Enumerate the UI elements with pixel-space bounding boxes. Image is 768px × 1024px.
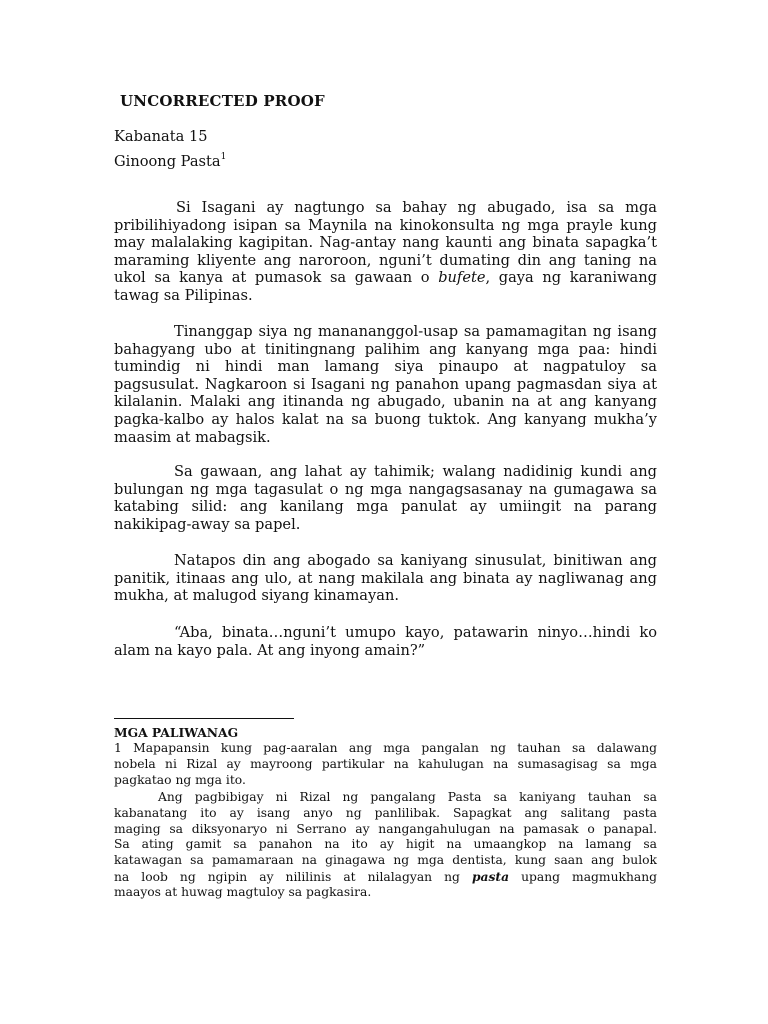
paragraph-3: [114, 463, 657, 533]
paragraph-line: may malalaking kagipitan. Nag-antay nang kaunti ang binata sapagka’t: [114, 234, 657, 252]
footnote-1: [114, 741, 657, 788]
paragraph-line: Si Isagani ay nagtungo sa bahay ng abugado, isa sa mga: [176, 199, 657, 216]
paragraph-line: “Aba, binata…nguni’t umupo kayo, patawarin ninyo…hindi ko: [174, 624, 657, 641]
note-line: [114, 869, 657, 885]
note-line: kabanatang ito ay isang anyo ng panlilibak. Sapagkat ang salitang pasta: [114, 805, 657, 820]
paragraph-line: pagsusulat. Nagkaroon si Isagani ng panahon upang pagmasdan siya at: [114, 375, 657, 393]
paragraph-5: [114, 624, 657, 659]
paragraph-line: katabing silid: ang kanilang mga panulat ay umiingit na parang: [114, 498, 657, 516]
paragraph-line: pribilihiyadong isipan sa Maynila na kinokonsulta ng mga prayle kung: [114, 216, 657, 234]
line-text: ukol sa kanya at pumasok sa gawaan o: [114, 269, 439, 287]
bold-italic-word: pasta: [471, 868, 510, 884]
note-line: maging sa diksyonaryo ni Serrano ay nangangahulugan na pamasak o panapal.: [114, 821, 657, 836]
paragraph-line: panitik, itinaas ang ulo, at nang makilala ang binata ay nagliwanag ang: [114, 569, 657, 587]
footnote-2: [114, 790, 657, 901]
paragraph-line: alam na kayo pala. At ang inyong amain?”: [114, 641, 426, 659]
paragraph-line: Natapos din ang abogado sa kaniyang sinusulat, binitiwan ang: [174, 552, 657, 569]
line-text: upang magmukhang: [509, 869, 657, 884]
chapter-number: Kabanata 15: [114, 128, 208, 145]
note-line: nobela ni Rizal ay mayroong partikular na kahulugan na sumasagisag sa mga: [114, 756, 657, 771]
note-line: maayos at huwag magtuloy sa pagkasira.: [114, 884, 372, 899]
note-line: pagkatao ng mga ito.: [114, 772, 246, 787]
proof-header: UNCORRECTED PROOF: [120, 92, 325, 110]
paragraph-2: [114, 323, 657, 446]
note-line: Sa ating gamit sa panahon na ito ay higit na umaangkop na lamang sa: [114, 837, 657, 852]
chapter-title: Ginoong Pasta: [114, 153, 221, 170]
line-text: , gaya ng karaniwang: [485, 269, 657, 287]
paragraph-line: tawag sa Pilipinas.: [114, 286, 253, 304]
paragraph-line: bulungan ng mga tagasulat o ng mga nangagsasanay na gumagawa sa: [114, 480, 657, 498]
italic-word: bufete: [438, 269, 486, 287]
paragraph-line: Tinanggap siya ng manananggol-usap sa pamamagitan ng isang: [174, 323, 657, 340]
paragraph-line: tumindig ni hindi man lamang siya pinaupo at nagpatuloy sa: [114, 358, 657, 376]
note-line: katawagan sa pamamaraan na ginagawa ng mga dentista, kung saan ang bulok: [114, 853, 657, 868]
line-text: na loob ng ngipin ay nililinis at nilalagyan ng: [114, 869, 472, 884]
footnote-ref: 1: [220, 152, 227, 162]
note-line: Ang pagbibigay ni Rizal ng pangalang Pasta sa kaniyang tauhan sa: [158, 790, 657, 804]
paragraph-line: pagka-kalbo ay halos kalat na sa buong tuktok. Ang kanyang mukha’y: [114, 410, 657, 428]
paragraph-line: [114, 269, 657, 287]
paragraph-line: mukha, at malugod siyang kinamayan.: [114, 587, 399, 605]
paragraph-line: kilalanin. Malaki ang itinanda ng abugado, ubanin na at ang kanyang: [114, 393, 657, 411]
paragraph-line: maraming kliyente ang naroroon, nguni’t dumating din ang taning na: [114, 251, 657, 269]
paragraph-line: maasim at mabagsik.: [114, 428, 271, 446]
notes-title: MGA PALIWANAG: [114, 725, 239, 740]
chapter-heading: [114, 127, 226, 172]
note-line: 1 Mapapansin kung pag-aaralan ang mga pangalan ng tauhan sa dalawang: [114, 741, 657, 755]
chapter-title-line: [114, 147, 226, 172]
paragraph-line: bahagyang ubo at tinitingnang palihim ang kanyang mga paa: hindi: [114, 340, 657, 358]
paragraph-1: [114, 199, 657, 305]
paragraph-line: nakikipag-away sa papel.: [114, 515, 301, 533]
footnote-divider: [114, 718, 294, 719]
paragraph-line: Sa gawaan, ang lahat ay tahimik; walang nadidinig kundi ang: [174, 463, 657, 480]
paragraph-4: [114, 552, 657, 605]
